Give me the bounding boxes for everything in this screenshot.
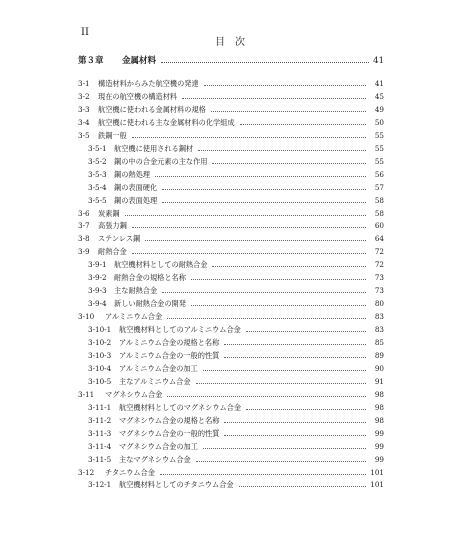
section-page: 99: [374, 454, 384, 464]
section-title: マグネシウム合金の規格と名称: [119, 415, 220, 425]
dot-leader: [155, 176, 366, 177]
section-title: ステンレス鋼: [98, 234, 141, 244]
toc-entry[interactable]: [88, 364, 384, 377]
toc-entry[interactable]: [78, 468, 384, 481]
section-page: 72: [374, 260, 384, 270]
dot-leader: [239, 486, 366, 487]
dot-leader: [132, 253, 366, 254]
section-number: 3-10-4: [88, 363, 112, 373]
toc-entry[interactable]: [88, 403, 384, 416]
toc-entry[interactable]: [78, 118, 384, 131]
toc-entry[interactable]: [88, 273, 384, 286]
section-number: 3-11-2: [88, 415, 112, 425]
section-page: 60: [374, 221, 384, 231]
section-page: 91: [374, 376, 384, 386]
section-page: 55: [374, 143, 384, 153]
section-number: 3-8: [78, 234, 90, 244]
dot-leader: [212, 163, 366, 164]
section-title: 航空機に使用される鋼材: [114, 143, 194, 153]
section-title: マグネシウム合金: [105, 389, 163, 399]
section-title: マグネシウム合金の加工: [119, 441, 198, 451]
section-page: 64: [374, 234, 384, 244]
section-page: 72: [374, 247, 384, 257]
toc-entry[interactable]: [88, 377, 384, 390]
dot-leader: [182, 98, 366, 99]
section-number: 3-5-3: [88, 169, 107, 179]
section-page: 45: [374, 91, 384, 101]
section-number: 3-9-3: [88, 286, 107, 296]
toc-entry[interactable]: [88, 325, 384, 338]
section-page: 98: [374, 415, 384, 425]
chapter-title: 金属材料: [122, 56, 157, 66]
section-page: 99: [374, 428, 384, 438]
section-title: 主な耐熱合金: [114, 286, 158, 296]
dot-leader: [160, 474, 366, 475]
section-page: 73: [374, 286, 384, 296]
section-title: チタニウム合金: [105, 467, 155, 477]
section-page: 98: [374, 389, 384, 399]
chapter-heading[interactable]: [78, 54, 384, 66]
toc-entry[interactable]: [88, 429, 384, 442]
dot-leader: [191, 279, 366, 280]
section-title: 耐熱合金: [98, 247, 127, 257]
section-page: 101: [370, 480, 384, 490]
section-page: 55: [374, 156, 384, 166]
section-title: 鋼の中の合金元素の主な作用: [114, 156, 208, 166]
section-number: 3-11: [78, 389, 95, 399]
section-number: 3-10-2: [88, 338, 112, 347]
toc-entry[interactable]: [78, 92, 384, 105]
section-number: 3-5-4: [88, 182, 107, 192]
section-title: 航空機に使われる主な金属材料の化学組成: [98, 117, 235, 127]
section-number: 3-2: [78, 91, 90, 101]
section-page: 101: [370, 467, 384, 477]
dot-leader: [125, 215, 366, 216]
dot-leader: [167, 396, 366, 397]
section-page: 98: [374, 402, 384, 412]
toc-entry[interactable]: [88, 144, 384, 157]
section-page: 90: [374, 363, 384, 373]
section-title: アルミニウム合金の一般的性質: [119, 350, 220, 360]
section-number: 3-12-1: [88, 480, 112, 490]
section-title: 主なアルミニウム合金: [119, 376, 191, 386]
section-page: 99: [374, 441, 384, 451]
section-number: 3-10-3: [88, 350, 112, 360]
toc-entry[interactable]: [88, 286, 384, 299]
toc-title: 目 次: [215, 37, 245, 48]
section-title: 鋼の熱処理: [114, 169, 150, 179]
toc-entry[interactable]: [88, 196, 384, 209]
dot-leader: [240, 124, 366, 125]
section-page: 73: [374, 273, 384, 283]
section-title: 航空機に使われる金属材料の規格: [98, 104, 206, 114]
dot-leader: [224, 344, 366, 345]
section-title: 航空機材料としてのアルミニウム合金: [119, 325, 241, 335]
section-page: 58: [374, 195, 384, 205]
section-title: 航空機材料としてのマグネシウム合金: [119, 402, 242, 412]
chapter-number: 第３章: [78, 56, 104, 66]
toc-entry[interactable]: [88, 338, 384, 351]
section-page: 55: [374, 130, 384, 140]
section-number: 3-12: [78, 467, 95, 477]
toc-entry[interactable]: [78, 390, 384, 403]
section-number: 3-11-5: [88, 454, 112, 464]
dot-leader: [167, 318, 366, 319]
dot-leader: [162, 292, 366, 293]
section-title: 炭素鋼: [98, 208, 120, 218]
dot-leader: [246, 331, 366, 332]
section-number: 3-5-2: [88, 156, 107, 166]
toc-entry[interactable]: [78, 312, 384, 325]
section-title: マグネシウム合金の一般的性質: [119, 428, 220, 438]
section-title: 構造材料からみた航空機の発達: [98, 79, 199, 88]
toc-entry[interactable]: [88, 260, 384, 273]
section-title: 高張力鋼: [98, 221, 127, 231]
section-number: 3-9-2: [88, 273, 107, 283]
section-number: 3-4: [78, 117, 90, 127]
section-title: 鋼の表面硬化: [114, 182, 158, 192]
dot-leader: [203, 370, 366, 371]
dot-leader: [162, 189, 366, 190]
toc-entry[interactable]: [78, 79, 384, 92]
section-number: 3-11-1: [88, 402, 112, 412]
dot-leader: [196, 461, 366, 462]
section-number: 3-7: [78, 221, 90, 231]
section-title: 鉄鋼一般: [98, 130, 127, 140]
section-title: 鋼の表面処理: [114, 195, 158, 205]
section-title: 航空機材料としての耐熱合金: [114, 260, 208, 270]
dot-leader: [132, 227, 366, 228]
chapter-page: 41: [373, 56, 384, 66]
dot-leader: [145, 240, 366, 241]
toc-entry[interactable]: [88, 455, 384, 468]
section-number: 3-5-5: [88, 195, 107, 205]
toc-entry[interactable]: [78, 234, 384, 247]
toc-entry[interactable]: [88, 157, 384, 170]
dot-leader: [224, 422, 366, 423]
dot-leader: [211, 111, 366, 112]
dot-leader: [196, 383, 366, 384]
section-title: 新しい耐熱合金の開発: [114, 299, 186, 309]
section-title: 現在の航空機の構造材料: [98, 91, 178, 101]
dot-leader: [161, 62, 369, 63]
section-title: アルミニウム合金の規格と名称: [119, 338, 220, 347]
toc-entry[interactable]: [78, 209, 384, 222]
section-title: 航空機材料としてのチタニウム合金: [119, 480, 234, 490]
section-number: 3-10: [78, 312, 95, 322]
dot-leader: [132, 137, 366, 138]
section-number: 3-11-3: [88, 428, 112, 438]
section-page: 83: [374, 312, 384, 322]
dot-leader: [224, 435, 366, 436]
section-page: 57: [374, 182, 384, 192]
section-title: アルミニウム合金の加工: [119, 363, 198, 373]
toc-entry[interactable]: [78, 105, 384, 118]
section-number: 3-3: [78, 104, 90, 114]
section-page: 41: [374, 79, 384, 88]
section-page: 89: [374, 350, 384, 360]
toc-entry[interactable]: [88, 170, 384, 183]
dot-leader: [246, 409, 366, 410]
section-number: 3-9: [78, 247, 90, 257]
toc-entry[interactable]: [88, 442, 384, 455]
dot-leader: [162, 202, 366, 203]
section-title: 主なマグネシウム合金: [119, 454, 191, 464]
toc-entry[interactable]: [88, 351, 384, 364]
section-number: 3-9-1: [88, 260, 107, 270]
section-page: 80: [374, 299, 384, 309]
dot-leader: [212, 266, 366, 267]
toc-entry[interactable]: [78, 221, 384, 234]
section-title: 耐熱合金の規格と名称: [114, 273, 186, 283]
section-page: 56: [374, 169, 384, 179]
section-page: 85: [374, 338, 384, 347]
toc-entry[interactable]: [88, 299, 384, 312]
page-number: II: [81, 27, 89, 38]
dot-leader: [224, 357, 366, 358]
section-number: 3-10-5: [88, 376, 112, 386]
toc-entry[interactable]: [78, 247, 384, 260]
dot-leader: [203, 448, 366, 449]
section-title: アルミニウム合金: [105, 312, 163, 322]
section-page: 49: [374, 104, 384, 114]
section-number: 3-6: [78, 208, 90, 218]
section-page: 50: [374, 117, 384, 127]
section-number: 3-5-1: [88, 143, 107, 153]
section-number: 3-1: [78, 79, 90, 88]
section-number: 3-10-1: [88, 325, 112, 335]
dot-leader: [198, 150, 366, 151]
toc-entry[interactable]: [88, 416, 384, 429]
section-number: 3-9-4: [88, 299, 107, 309]
toc-entry[interactable]: [88, 480, 384, 493]
section-page: 83: [374, 325, 384, 335]
toc-entry[interactable]: [78, 131, 384, 144]
section-page: 58: [374, 208, 384, 218]
toc-entry[interactable]: [88, 183, 384, 196]
section-number: 3-5: [78, 130, 90, 140]
dot-leader: [191, 305, 366, 306]
dot-leader: [204, 85, 366, 86]
section-number: 3-11-4: [88, 441, 112, 451]
